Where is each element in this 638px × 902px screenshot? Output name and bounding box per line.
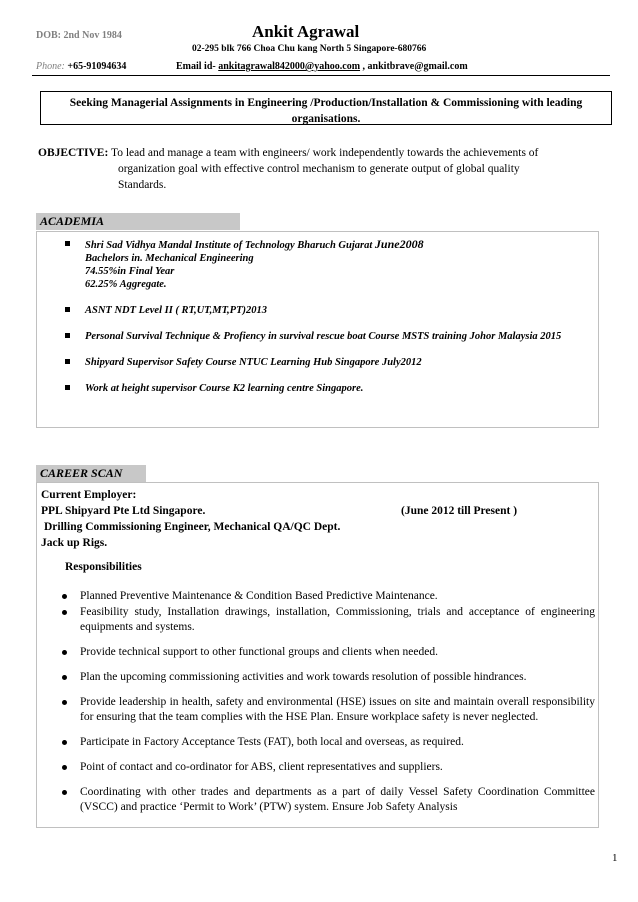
academia-section	[36, 231, 599, 428]
dob: DOB: 2nd Nov 1984	[36, 30, 122, 41]
academia-item: Personal Survival Technique & Profiency in survival rescue boat Course MSTS training Johor Malaysia 2015	[61, 330, 591, 343]
academia-item: Work at height supervisor Course K2 learning centre Singapore.	[61, 382, 591, 395]
email-2: ankitbrave@gmail.com	[367, 61, 468, 72]
header-divider	[32, 75, 610, 76]
current-employer-label: Current Employer:	[41, 489, 137, 501]
bullet-icon	[62, 740, 67, 745]
seeking-statement: Seeking Managerial Assignments in Engineering /Production/Installation & Commissioning with leading organisations.	[40, 91, 612, 125]
square-bullet-icon	[65, 307, 70, 312]
career-section	[36, 482, 599, 828]
project: Jack up Rigs.	[41, 537, 108, 549]
email-separator: ,	[360, 61, 368, 72]
objective-label: OBJECTIVE:	[38, 147, 109, 159]
bullet-icon	[62, 650, 67, 655]
email-label: Email id-	[176, 61, 216, 72]
phone	[36, 61, 126, 72]
academia-item: Shipyard Supervisor Safety Course NTUC Learning Hub Singapore July2012	[61, 356, 591, 369]
phone-number: +65-91094634	[67, 61, 127, 72]
square-bullet-icon	[65, 385, 70, 390]
objective-line-1: OBJECTIVE: To lead and manage a team with engineers/ work independently towards the achievements of	[38, 147, 539, 159]
objective-line-2: organization goal with effective control mechanism to generate output of global quality	[118, 163, 520, 175]
list-item: Participate in Factory Acceptance Tests (FAT), both local and overseas, as required.	[59, 735, 595, 750]
list-item: Plan the upcoming commissioning activities and work towards resolution of possible hindrances.	[59, 670, 595, 685]
bullet-icon	[62, 700, 67, 705]
employment-period: (June 2012 till Present )	[401, 505, 518, 517]
bullet-icon	[62, 675, 67, 680]
bullet-icon	[62, 790, 67, 795]
academia-item: Shri Sad Vidhya Mandal Institute of Technology Bharuch Gujarat June2008 Bachelors in. Mechanical Engineering 74.55%in Final Year 62.25% Aggregate.	[61, 238, 591, 291]
career-heading: CAREER SCAN	[36, 465, 146, 482]
objective	[38, 145, 608, 193]
bullet-icon	[62, 610, 67, 615]
list-item: Feasibility study, Installation drawings, installation, Commissioning, trials and acceptance of engineering equipments and systems.	[59, 605, 595, 635]
square-bullet-icon	[65, 333, 70, 338]
academia-item: ASNT NDT Level II ( RT,UT,MT,PT)2013	[61, 304, 591, 317]
candidate-name: Ankit Agrawal	[252, 22, 360, 41]
responsibilities-title: Responsibilities	[65, 561, 142, 573]
email-link-1[interactable]: ankitagrawal842000@yahoo.com	[218, 61, 361, 72]
responsibilities-list	[59, 589, 595, 825]
list-item: Point of contact and co-ordinator for ABS, client representatives and suppliers.	[59, 760, 595, 775]
list-item: Planned Preventive Maintenance & Condition Based Predictive Maintenance.	[59, 589, 595, 604]
company-row	[41, 503, 593, 519]
list-item: Provide technical support to other functional groups and clients when needed.	[59, 645, 595, 660]
academia-heading: ACADEMIA	[36, 213, 240, 230]
list-item: Provide leadership in health, safety and environmental (HSE) issues on site and maintain overall responsibility for ensuring that the team complies with the HSE Plan. Ensure workplace safety is never neglected.	[59, 695, 595, 725]
company-name: PPL Shipyard Pte Ltd Singapore.	[41, 505, 206, 517]
job-role: Drilling Commissioning Engineer, Mechanical QA/QC Dept.	[44, 521, 341, 533]
objective-line-3: Standards.	[118, 179, 167, 191]
address: 02-295 blk 766 Choa Chu kang North 5 Singapore-680766	[192, 44, 427, 54]
list-item: Coordinating with other trades and departments as a part of daily Vessel Safety Coordination Committee (VSCC) and practice ‘Permit to Work’ (PTW) system. Ensure Job Safety Analysis	[59, 785, 595, 815]
bullet-icon	[62, 765, 67, 770]
employer-details	[41, 487, 593, 551]
email	[176, 61, 468, 72]
square-bullet-icon	[65, 241, 70, 246]
square-bullet-icon	[65, 359, 70, 364]
phone-label: Phone:	[36, 61, 65, 72]
bullet-icon	[62, 594, 67, 599]
page-number: 1	[612, 852, 618, 864]
